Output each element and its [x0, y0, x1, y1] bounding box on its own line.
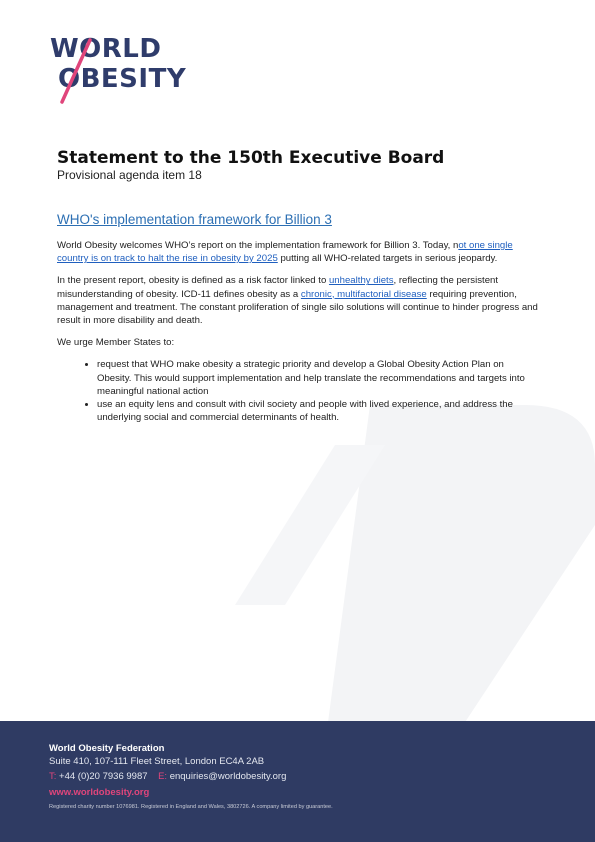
email-label: E:	[158, 771, 168, 782]
page-title: Statement to the 150th Executive Board	[57, 148, 445, 168]
world-obesity-logo	[50, 34, 190, 112]
footer-registration: Registered charity number 1076981. Registered in England and Wales, 3802726. A company limited by guarantee.	[49, 804, 333, 810]
paragraph-text: World Obesity welcomes WHO’s report on the implementation framework for Billion 3. Today, n	[57, 240, 459, 251]
paragraph-urge: We urge Member States to:	[57, 337, 175, 349]
list-item: • use an equity lens and consult with civil society and people with lived experience, and address the underlying social and commercial determinants of health.	[97, 398, 539, 424]
statement-body	[57, 239, 539, 424]
footer-website[interactable]: www.worldobesity.org	[49, 787, 150, 798]
recommendation-list	[57, 358, 539, 424]
footer-org-name: World Obesity Federation	[49, 743, 165, 754]
footer-phone: +44 (0)20 7936 9987	[59, 771, 148, 782]
paragraph-definition	[57, 274, 539, 327]
link-unhealthy-diets[interactable]: unhealthy diets	[328, 275, 394, 287]
list-item: • request that WHO make obesity a strategic priority and develop a Global Obesity Action Plan on Obesity. This would support implementation and help translate the recommendations and targets into meaningful national action	[97, 358, 539, 398]
page-subtitle: Provisional agenda item 18	[57, 168, 202, 182]
paragraph-text: In the present report, obesity is defined as a risk factor linked to	[57, 275, 329, 287]
section-heading: WHO's implementation framework for Billion 3	[57, 212, 332, 227]
logo-text-world: WORLD	[50, 34, 162, 64]
footer-contact	[49, 771, 286, 782]
paragraph-text: putting all WHO-related targets in serious jeopardy.	[277, 253, 498, 265]
paragraph-intro	[57, 239, 539, 265]
paragraph-text: , reflecting the persistent misunderstanding of obesity. ICD-11 defines obesity as a	[57, 275, 499, 300]
footer	[0, 721, 595, 842]
footer-address: Suite 410, 107-111 Fleet Street, London EC4A 2AB	[49, 756, 265, 767]
logo-text-obesity: OBESITY	[58, 64, 187, 94]
paragraph-text: requiring prevention, management and treatment. The constant proliferation of single silo solutions will continue to hinder progress and result in more disability and death.	[57, 288, 538, 327]
link-chronic-disease[interactable]: chronic, multifactorial disease	[300, 288, 427, 300]
logo-watermark	[195, 405, 595, 745]
link-not-on-track[interactable]: ot one single country is on track to halt the rise in obesity by 2025	[57, 240, 513, 265]
phone-label: T:	[49, 771, 57, 782]
footer-email[interactable]: enquiries@worldobesity.org	[169, 771, 287, 782]
logo-slash-icon	[50, 34, 190, 112]
